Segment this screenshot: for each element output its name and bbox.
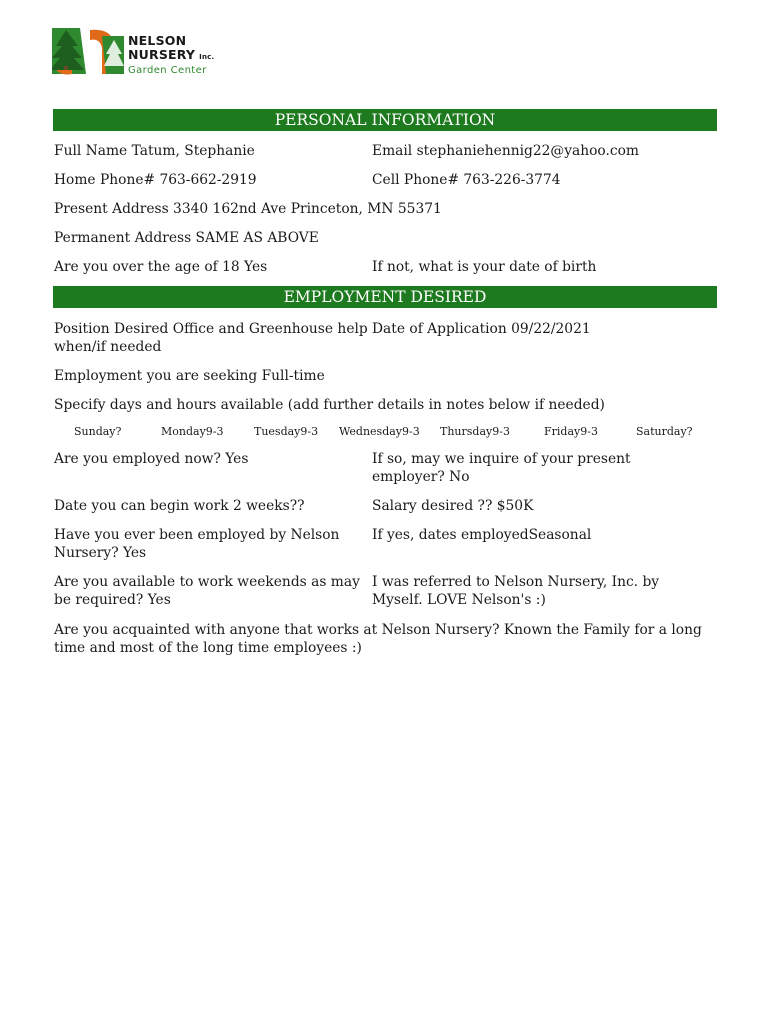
inquire-employer-field: If so, may we inquire of your present employer? No	[372, 451, 631, 485]
day-tuesday: Tuesday9-3	[254, 425, 319, 438]
day-friday: Friday9-3	[544, 425, 598, 438]
employed-now-field: Are you employed now? Yes	[54, 451, 249, 467]
cell-phone-field: Cell Phone# 763-226-3774	[372, 172, 561, 188]
company-logo	[52, 26, 252, 78]
acquainted-field: Are you acquainted with anyone that works at Nelson Nursery? Known the Family for a long time and most of the long time employees :)	[54, 622, 702, 656]
weekends-field: Are you available to work weekends as may be required? Yes	[54, 574, 360, 608]
day-saturday: Saturday?	[636, 425, 693, 438]
full-name-field: Full Name Tatum, Stephanie	[54, 143, 255, 159]
day-sunday: Sunday?	[74, 425, 122, 438]
date-of-application-field: Date of Application 09/22/2021	[372, 321, 591, 337]
employed-before-field: Have you ever been employed by Nelson Nursery? Yes	[54, 527, 340, 561]
position-desired-field: Position Desired Office and Greenhouse help when/if needed	[54, 321, 368, 355]
logo-line-nursery	[128, 48, 214, 64]
logo-inc-text: Inc.	[199, 53, 215, 61]
email-field: Email stephaniehennig22@yahoo.com	[372, 143, 639, 159]
nursery-tree-logo-icon	[52, 26, 124, 76]
present-address-field: Present Address 3340 162nd Ave Princeton, MN 55371	[54, 201, 442, 217]
employment-seeking-field: Employment you are seeking Full-time	[54, 368, 325, 384]
logo-line-garden-center: Garden Center	[128, 65, 207, 76]
home-phone-field: Home Phone# 763-662-2919	[54, 172, 257, 188]
over-18-field: Are you over the age of 18 Yes	[54, 259, 268, 275]
logo-wordmark	[128, 34, 214, 78]
days-hours-field: Specify days and hours available (add further details in notes below if needed)	[54, 397, 605, 413]
date-of-birth-field: If not, what is your date of birth	[372, 259, 597, 275]
section-header-personal: PERSONAL INFORMATION	[53, 109, 717, 131]
permanent-address-field: Permanent Address SAME AS ABOVE	[54, 230, 319, 246]
section-header-employment: EMPLOYMENT DESIRED	[53, 286, 717, 308]
logo-line-nelson: NELSON	[128, 33, 187, 48]
begin-work-field: Date you can begin work 2 weeks??	[54, 498, 305, 514]
day-monday: Monday9-3	[161, 425, 224, 438]
day-wednesday: Wednesday9-3	[339, 425, 420, 438]
salary-desired-field: Salary desired ?? $50K	[372, 498, 534, 514]
logo-nursery-text: NURSERY	[128, 47, 196, 62]
day-thursday: Thursday9-3	[440, 425, 510, 438]
referred-by-field: I was referred to Nelson Nursery, Inc. by Myself. LOVE Nelson's :)	[372, 574, 660, 608]
dates-employed-field: If yes, dates employedSeasonal	[372, 527, 592, 543]
